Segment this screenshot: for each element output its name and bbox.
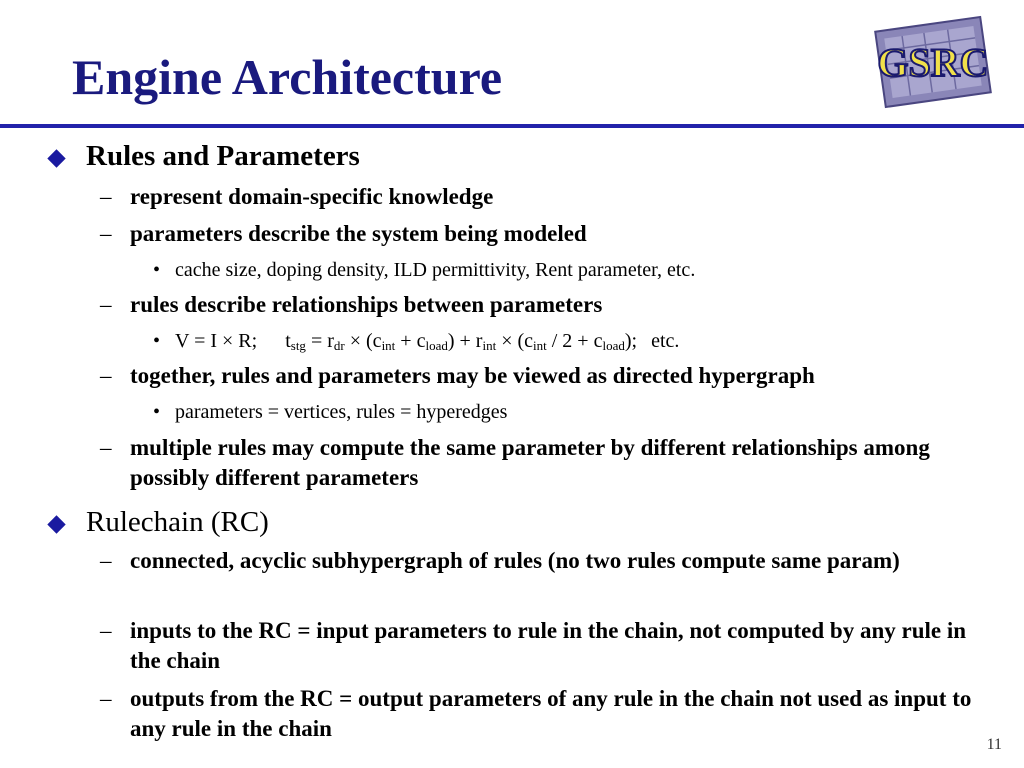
svg-text:GSRC: GSRC — [877, 40, 989, 85]
sub-bullet: – multiple rules may compute the same parameter by different relationships among possibly different parameters — [100, 435, 930, 490]
sub-sub-bullet: • parameters = vertices, rules = hyperedges — [153, 401, 508, 423]
slide-title: Engine Architecture — [72, 49, 503, 105]
bullet-rules-and-parameters: Rules and Parameters — [86, 142, 360, 171]
bullet-rulechain: Rulechain (RC) — [86, 508, 269, 537]
sub-sub-bullet: • cache size, doping density, ILD permittivity, Rent parameter, etc. — [153, 259, 696, 281]
sub-bullet: – outputs from the RC = output parameters of any rule in the chain not used as input to any rule in the chain — [100, 686, 972, 741]
sub-bullet: – together, rules and parameters may be viewed as directed hypergraph — [100, 363, 815, 388]
sub-bullet: – connected, acyclic subhypergraph of rules (no two rules compute same param) — [100, 548, 900, 573]
sub-bullet: – rules describe relationships between parameters — [100, 292, 603, 317]
sub-bullet: – parameters describe the system being modeled — [100, 221, 587, 246]
diamond-bullet-icon — [47, 515, 65, 533]
sub-bullet: – inputs to the RC = input parameters to rule in the chain, not computed by any rule in the chain — [100, 618, 967, 673]
formula-bullet: • V = I × R; $t_{stg} = r_{dr} \times (c_{int} + c_{load}) + r_{int} \times (c_{int} / 2 + c_{load})$; etc. — [153, 330, 680, 353]
diamond-bullet-icon — [47, 149, 65, 167]
sub-bullet: – represent domain-specific knowledge — [100, 184, 494, 209]
slide-number: 11 — [986, 736, 1002, 753]
